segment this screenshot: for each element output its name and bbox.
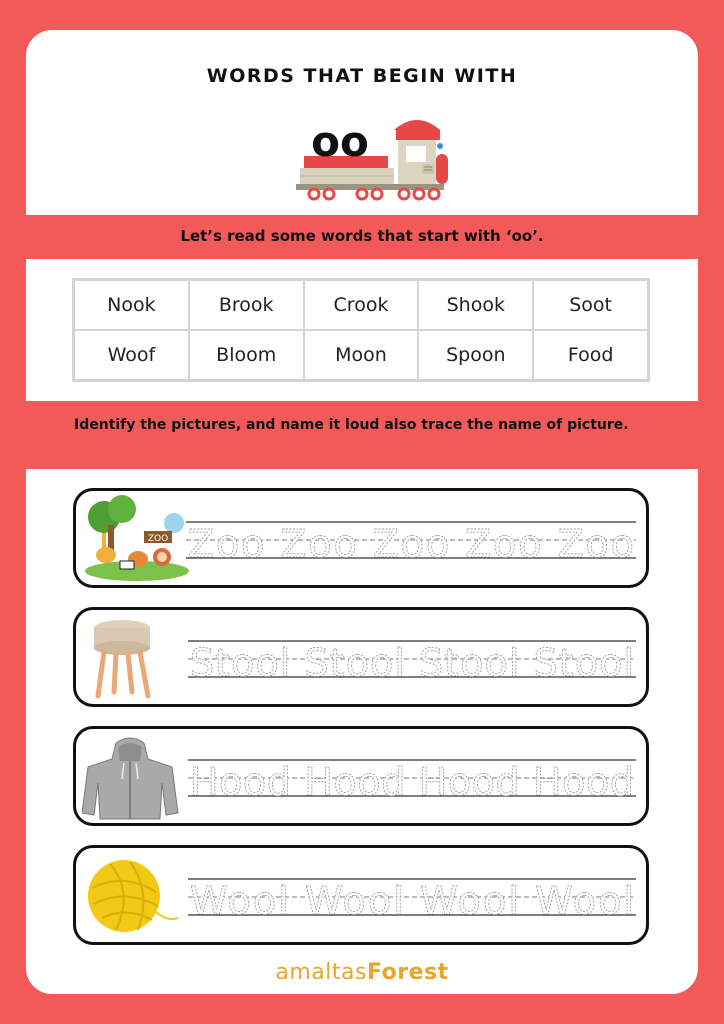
zoo-tracing-lines: [186, 518, 636, 568]
tracing-row-stool: [73, 607, 649, 707]
zoo-picture: [82, 495, 192, 583]
tracing-row-hood: [73, 726, 649, 826]
read-instruction: Let’s read some words that start with ‘oo’.: [180, 227, 544, 245]
worksheet-card: [26, 30, 698, 994]
traced-word-stool: Stool Stool Stool Stool: [190, 641, 634, 685]
train-illustration: [274, 110, 450, 208]
tracing-row-wool: [73, 845, 649, 945]
brand-bold: Forest: [366, 960, 449, 985]
word-cell: Crook: [304, 280, 419, 330]
word-table: [72, 278, 650, 382]
word-cell: Moon: [304, 330, 419, 380]
traced-word-zoo: Zoo Zoo Zoo Zoo Zoo: [188, 522, 634, 566]
hood-tracing-lines: [188, 756, 636, 806]
brand-footer: [26, 960, 698, 985]
word-cell: Spoon: [418, 330, 533, 380]
word-cell: Bloom: [189, 330, 304, 380]
traced-word-hood: Hood Hood Hood Hood: [190, 760, 634, 804]
brand-light: amaltas: [275, 960, 367, 985]
traced-word-wool: Wool Wool Wool Wool: [190, 879, 634, 923]
page-title: WORDS THAT BEGIN WITH: [206, 65, 518, 87]
yarn-ball-picture: [82, 852, 192, 940]
word-cell: Food: [533, 330, 648, 380]
word-cell: Brook: [189, 280, 304, 330]
word-cell: Nook: [74, 280, 189, 330]
train-letters: oo: [311, 117, 369, 166]
word-cell: Soot: [533, 280, 648, 330]
svg-text:ZOO: ZOO: [147, 534, 169, 544]
stool-tracing-lines: [188, 637, 636, 687]
wool-tracing-lines: [188, 875, 636, 925]
stool-picture: [82, 614, 192, 702]
instruction-band-trace: [26, 401, 698, 469]
word-cell: Woof: [74, 330, 189, 380]
tracing-row-zoo: [73, 488, 649, 588]
hoodie-picture: [82, 733, 192, 821]
trace-instruction: Identify the pictures, and name it loud also trace the name of picture.: [74, 417, 629, 433]
word-cell: Shook: [418, 280, 533, 330]
instruction-band-read: [26, 215, 698, 259]
